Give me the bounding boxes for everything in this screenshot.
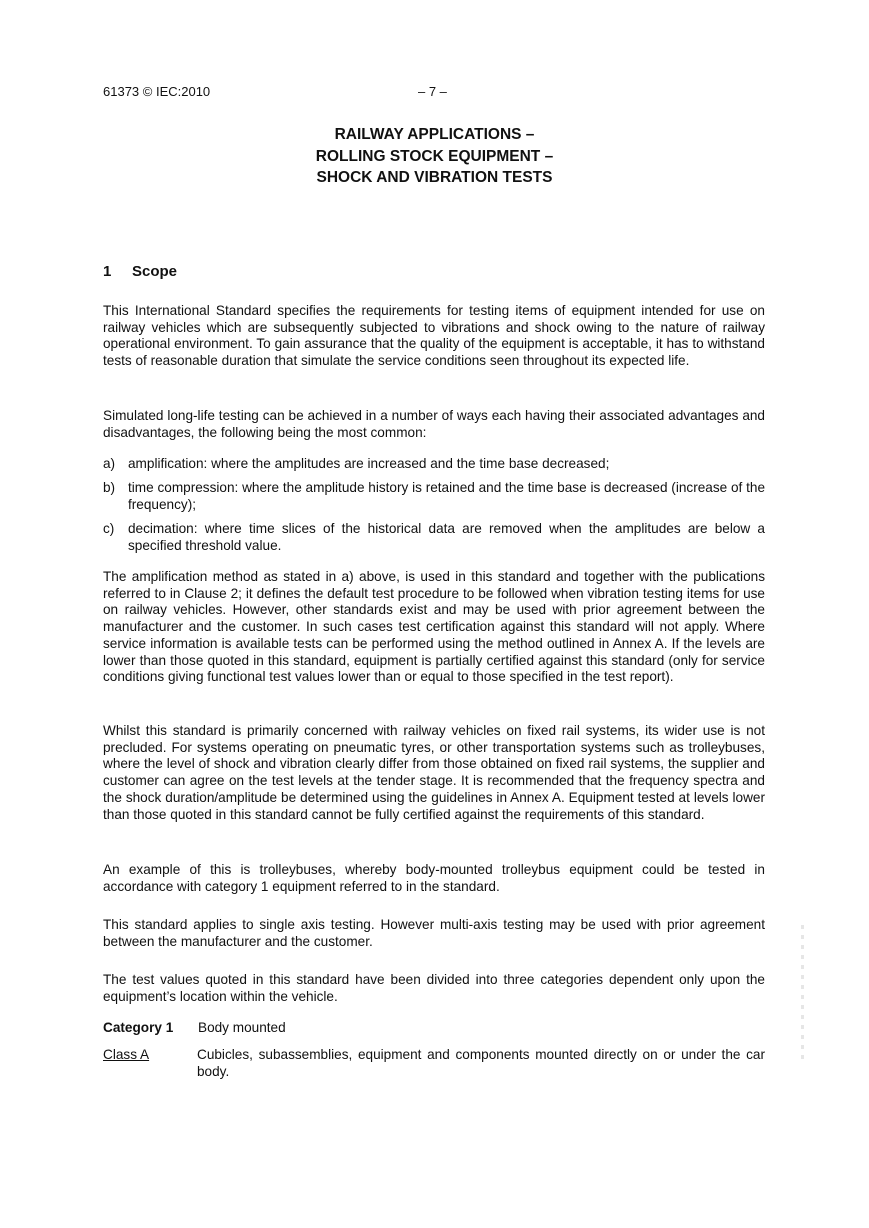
category-text: Body mounted	[198, 1020, 286, 1035]
paragraph-long-life-testing: Simulated long-life testing can be achieved in a number of ways each having their associated advantages and disadvantages, the following being the most common:	[103, 408, 765, 440]
paragraph-fixed-rail-systems: Whilst this standard is primarily concerned with railway vehicles on fixed rail systems, its wider use is not precluded. For systems operating on pneumatic tyres, or other transportation systems such as trolleybuses, where the level of shock and vibration clearly differ from those obtained on fixed rail systems, the supplier and customer can agree on the test levels at the tender stage. It is recommended that the frequency spectra and the shock duration/amplitude be determined using the guidelines in Annex A. Equipment tested at levels lower than those quoted in this standard cannot be fully certified against the requirements of this standard.	[103, 723, 765, 822]
list-text: time compression: where the amplitude history is retained and the time base is decreased (increase of the frequency);	[128, 480, 765, 512]
list-marker: c)	[103, 521, 115, 536]
paragraph-scope-intro: This International Standard specifies the requirements for testing items of equipment intended for use on railway vehicles which are subsequently subjected to vibrations and shock owing to the nature of railway operational environment. To gain assurance that the quality of the equipment is acceptable, it has to withstand tests of reasonable duration that simulate the service conditions seen throughout its expected life.	[103, 303, 765, 369]
section-heading	[103, 263, 177, 280]
section-number: 1	[103, 263, 112, 280]
title-line-3: SHOCK AND VIBRATION TESTS	[316, 169, 553, 186]
paragraph-amplification-method: The amplification method as stated in a) above, is used in this standard and together with the publications referred to in Clause 2; it defines the default test procedure to be followed when vibration testing items for use on railway vehicles. However, other standards exist and may be used with prior agreement between the manufacturer and the customer. In such cases test certification against this standard will not apply. Where service information is available tests can be performed using the method outlined in Annex A. If the levels are lower than those quoted in this standard, equipment is partially certified against this standard (only for service conditions giving functional test values lower than or equal to those specified in the test report).	[103, 569, 765, 685]
list-item	[103, 456, 765, 473]
title-line-2: ROLLING STOCK EQUIPMENT –	[315, 147, 554, 165]
class-row	[103, 1047, 765, 1080]
section-title: Scope	[132, 263, 178, 280]
paragraph-trolleybus-example: An example of this is trolleybuses, whereby body-mounted trolleybus equipment could be tested in accordance with category 1 equipment referred to in the standard.	[103, 862, 765, 894]
category-row	[103, 1020, 286, 1035]
list-item	[103, 480, 765, 513]
page-number: – 7 –	[418, 84, 447, 99]
paragraph-single-axis: This standard applies to single axis testing. However multi-axis testing may be used with prior agreement between the manufacturer and the customer.	[103, 917, 765, 949]
document-title	[0, 124, 869, 189]
list-text: decimation: where time slices of the historical data are removed when the amplitudes are below a specified threshold value.	[128, 521, 765, 553]
list-marker: b)	[103, 480, 116, 495]
list-text: amplification: where the amplitudes are increased and the time base decreased;	[128, 456, 610, 471]
class-text: Cubicles, subassemblies, equipment and components mounted directly on or under the car body.	[197, 1047, 765, 1079]
list-item	[103, 521, 765, 554]
paragraph-categories: The test values quoted in this standard have been divided into three categories dependent only upon the equipment’s location within the vehicle.	[103, 972, 765, 1004]
class-label: Class A	[103, 1047, 150, 1062]
list-marker: a)	[103, 456, 116, 471]
document-code: 61373 © IEC:2010	[103, 84, 211, 99]
title-line-1: RAILWAY APPLICATIONS –	[334, 126, 535, 143]
margin-watermark	[801, 925, 804, 1060]
category-label: Category 1	[103, 1020, 174, 1035]
